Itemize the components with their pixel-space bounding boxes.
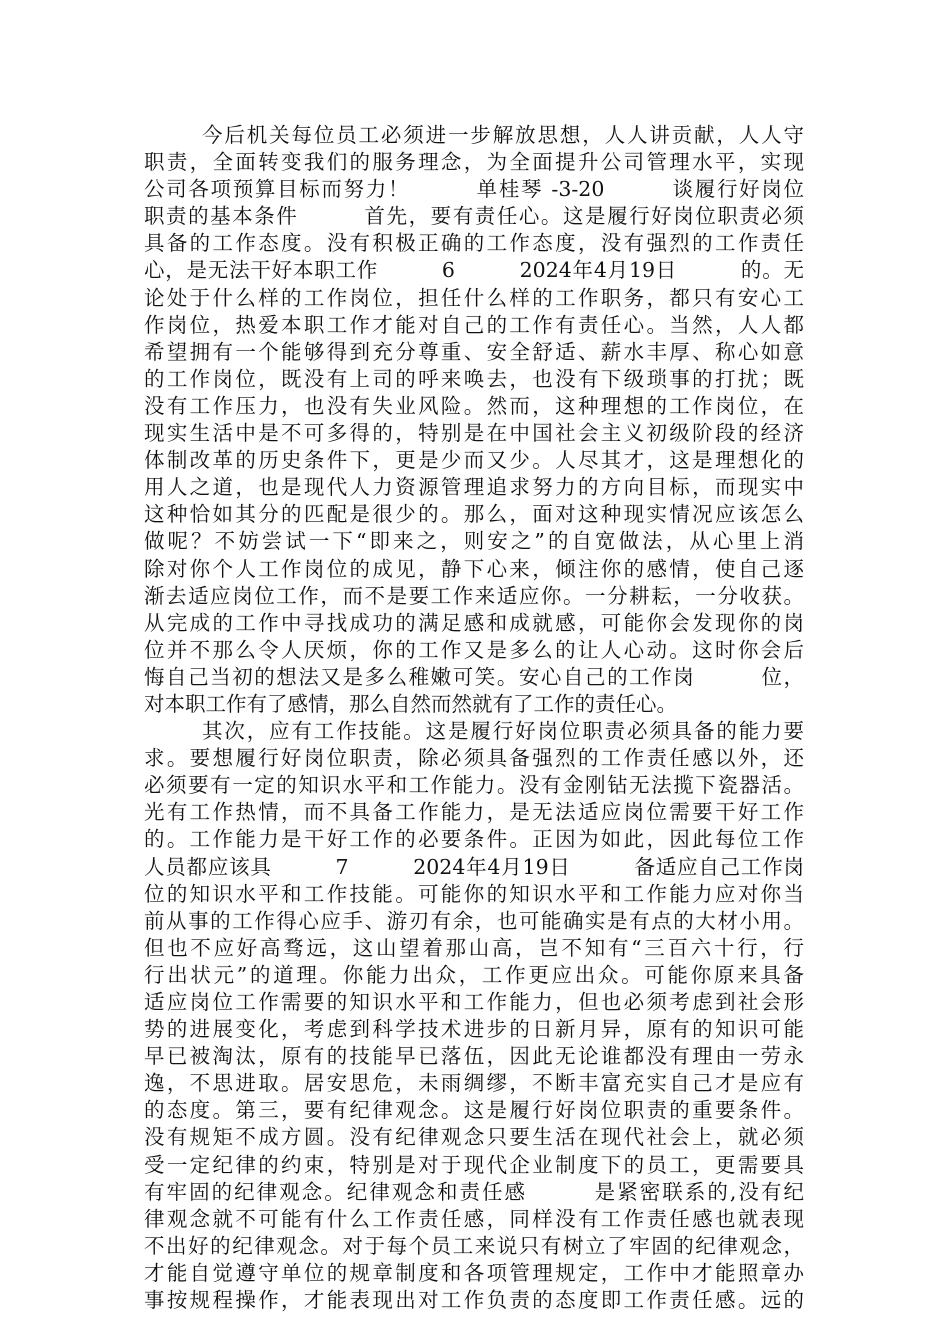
text-line: 没有规矩不成方圆。没有纪律观念只要生活在现代社会上，就必须	[144, 1125, 804, 1150]
text-line: 用人之道，也是现代人力资源管理追求努力的方向目标，而现实中	[144, 475, 804, 500]
text-line: 逸，不思进取。居安思危，未雨绸缪，不断丰富充实自己才是应有	[144, 1071, 804, 1096]
text-line: 对本职工作有了感情，那么自然而然就有了工作的责任心。	[144, 691, 677, 716]
text-line: 才能自觉遵守单位的规章制度和各项管理规定，工作中才能照章办	[144, 1260, 804, 1285]
text-line: 职责的基本条件 首先，要有责任心。这是履行好岗位职责必须	[144, 204, 804, 229]
text-line: 现实生活中是不可多得的，特别是在中国社会主义初级阶段的经济	[144, 421, 804, 446]
text-line: 没有工作压力，也没有失业风险。然而，这种理想的工作岗位，在	[144, 393, 804, 418]
text-line: 位的知识水平和工作技能。可能你的知识水平和工作能力应对你当	[144, 881, 804, 906]
text-line: 的。工作能力是干好工作的必要条件。正因为如此，因此每位工作	[144, 827, 804, 852]
text-line: 的工作岗位，既没有上司的呼来唤去，也没有下级琐事的打扰；既	[144, 366, 804, 391]
text-line: 必须要有一定的知识水平和工作能力。没有金刚钻无法揽下瓷器活。	[144, 773, 804, 798]
text-line: 但也不应好高骛远，这山望着那山高，岂不知有“三百六十行，行	[144, 935, 804, 960]
text-line: 心，是无法干好本职工作 6 2024年4月19日 的。无	[144, 258, 804, 283]
text-line: 求。要想履行好岗位职责，除必须具备强烈的工作责任感以外，还	[144, 746, 804, 771]
text-line: 体制改革的历史条件下，更是少而又少。人尽其才，这是理想化的	[144, 448, 804, 473]
text-line: 早已被淘汰，原有的技能早已落伍，因此无论谁都没有理由一劳永	[144, 1044, 804, 1069]
text-line: 事按规程操作，才能表现出对工作负责的态度即工作责任感。远的	[144, 1288, 804, 1313]
text-line: 光有工作热情，而不具备工作能力，是无法适应岗位需要干好工作	[144, 800, 804, 825]
text-line: 职责，全面转变我们的服务理念，为全面提升公司管理水平，实现	[144, 150, 804, 175]
text-line: 人员都应该具 7 2024年4月19日 备适应自己工作岗	[144, 854, 804, 879]
text-line: 这种恰如其分的匹配是很少的。那么，面对这种现实情况应该怎么	[144, 502, 804, 527]
text-line: 不出好的纪律观念。对于每个员工来说只有树立了牢固的纪律观念，	[144, 1233, 804, 1258]
text-line: 今后机关每位员工必须进一步解放思想，人人讲贡献，人人守	[202, 123, 804, 147]
text-line: 渐去适应岗位工作，而不是要工作来适应你。一分耕耘，一分收获。	[144, 583, 804, 608]
text-line: 作岗位，热爱本职工作才能对自己的工作有责任心。当然，人人都	[144, 312, 804, 337]
text-line: 势的进展变化，考虑到科学技术进步的日新月异，原有的知识可能	[144, 1017, 804, 1042]
text-line: 从完成的工作中寻找成功的满足感和成就感，可能你会发现你的岗	[144, 610, 804, 635]
document-body	[144, 122, 804, 1314]
text-line: 公司各项预算目标而努力！ 单桂琴 -3-20 谈履行好岗位	[144, 177, 804, 202]
text-line: 悔自己当初的想法又是多么稚嫩可笑。安心自己的工作岗 位，	[144, 664, 804, 689]
text-line: 前从事的工作得心应手、游刃有余，也可能确实是有点的大材小用。	[144, 908, 804, 933]
text-line: 有牢固的纪律观念。纪律观念和责任感 是紧密联系的,没有纪	[144, 1179, 804, 1204]
text-line: 其次，应有工作技能。这是履行好岗位职责必须具备的能力要	[202, 719, 804, 744]
text-line: 律观念就不可能有什么工作责任感，同样没有工作责任感也就表现	[144, 1206, 804, 1231]
text-line: 具备的工作态度。没有积极正确的工作态度，没有强烈的工作责任	[144, 231, 804, 256]
text-line: 行出状元”的道理。你能力出众，工作更应出众。可能你原来具备	[144, 962, 804, 987]
text-line: 希望拥有一个能够得到充分尊重、安全舒适、薪水丰厚、称心如意	[144, 339, 804, 364]
text-line: 的态度。第三，要有纪律观念。这是履行好岗位职责的重要条件。	[144, 1098, 804, 1123]
text-line: 除对你个人工作岗位的成见，静下心来，倾注你的感情，使自己逐	[144, 556, 804, 581]
text-line: 做呢？不妨尝试一下“即来之，则安之”的自宽做法，从心里上消	[144, 529, 804, 554]
text-line: 适应岗位工作需要的知识水平和工作能力，但也必须考虑到社会形	[144, 990, 804, 1014]
text-line: 位并不那么令人厌烦，你的工作又是多么的让人心动。这时你会后	[144, 637, 804, 662]
text-line: 论处于什么样的工作岗位，担任什么样的工作职务，都只有安心工	[144, 285, 804, 310]
text-line: 受一定纪律的约束，特别是对于现代企业制度下的员工，更需要具	[144, 1152, 804, 1177]
